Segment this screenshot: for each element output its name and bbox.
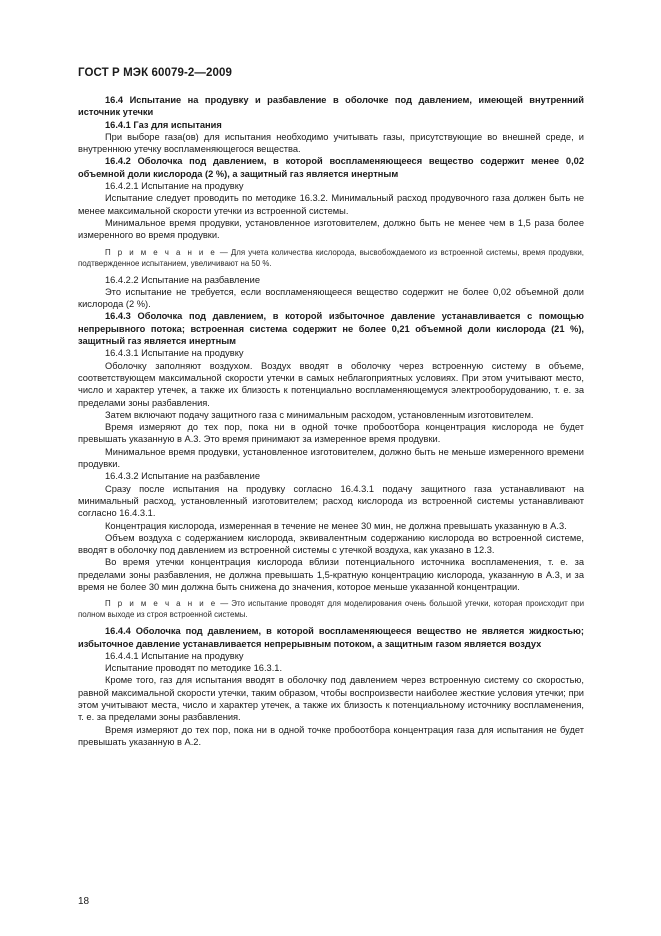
body-paragraph: Затем включают подачу защитного газа с минимальным расходом, установленным изготовителем. <box>105 409 534 420</box>
section-heading: 16.4.2 Оболочка под давлением, в которой воспламеняющееся вещество содержит менее 0,02 объемной доли кислорода (2 %), а защитный газ является инертным <box>78 156 584 179</box>
note-text: — Для учета количества кислорода, высвобождаемого из встроенной системы, время продувки, подтвержденное испытанием, увеличивают на 50 %. <box>78 247 584 268</box>
body-paragraph: Время измеряют до тех пор, пока ни в одной точке пробоотбора концентрация газа для испытания не будет превышать указанную в А.2. <box>78 724 584 747</box>
note-paragraph <box>78 598 584 620</box>
body-paragraph: Оболочку заполняют воздухом. Воздух вводят в оболочку через встроенную систему в объеме, соответствующем максимальной скорости утечки в самых неблагоприятных условиях. При этом учитывают место, число и характер утечек, а также их близость к потенциально воспламеняющемуся электрооборудованию, т. е. за пределами зоны разбавления. <box>78 360 584 408</box>
note-text: — Это испытание проводят для моделирования очень большой утечки, которая происходит при полном выходе из строя встроенной системы. <box>78 599 584 620</box>
body-paragraph: Испытание проводят по методике 16.3.1. <box>105 663 283 674</box>
body-paragraph: Время измеряют до тех пор, пока ни в одной точке пробоотбора концентрация кислорода не будет превышать указанную в А.3. Это время принимают за измеренное время продувки. <box>78 422 584 445</box>
section-heading: 16.4.3 Оболочка под давлением, в которой избыточное давление устанавливается с помощью непрерывного потока; встроенная система содержит не более 0,21 объемной доли кислорода (21 %), защитный газ является инертным <box>78 311 584 347</box>
body-paragraph: Минимальное время продувки, установленное изготовителем, должно быть не меньше измеренного времени продувки. <box>78 446 584 470</box>
subsection-heading: 16.4.4.1 Испытание на продувку <box>105 650 244 661</box>
section-heading: 16.4.1 Газ для испытания <box>105 119 222 130</box>
document-header: ГОСТ Р МЭК 60079-2—2009 <box>78 67 232 79</box>
body-paragraph: Концентрация кислорода, измеренная в течение не менее 30 мин, не должна превышать указанную в А.3. <box>105 520 567 531</box>
subsection-heading: 16.4.2.2 Испытание на разбавление <box>105 274 261 285</box>
note-label: П р и м е ч а н и е <box>105 599 218 609</box>
body-paragraph: Во время утечки концентрация кислорода вблизи потенциального источника воспламенения, т. е. за пределами зоны разбавления, не должна превышать 1,5-кратную концентрацию кислорода, указанную в А.3, и за время не более 30 мин должна быть снижена до значения, которое меньше указанной концентрации. <box>78 557 584 592</box>
subsection-heading: 16.4.3.2 Испытание на разбавление <box>105 471 261 482</box>
note-paragraph <box>78 247 584 269</box>
body-paragraph: Испытание следует проводить по методике 16.3.2. Минимальный расход продувочного газа должен быть не менее максимальной скорости утечки из встроенной системы. <box>78 193 584 216</box>
subsection-heading: 16.4.2.1 Испытание на продувку <box>105 181 244 192</box>
body-paragraph: Это испытание не требуется, если воспламеняющееся вещество содержит не более 0,02 объемной доли кислорода (2 %). <box>78 286 584 310</box>
body-paragraph: Кроме того, газ для испытания вводят в оболочку под давлением через встроенную систему со скоростью, равной максимальной скорости утечки, таким образом, чтобы воспроизвести наиболее жесткие условия утечки; при этом учитывают места, число и характер утечек, а также их близость к потенциальному источнику воспламенения, т. е. за пределами зоны разбавления. <box>78 675 584 723</box>
page-number: 18 <box>78 896 90 907</box>
body-paragraph: Сразу после испытания на продувку согласно 16.4.3.1 подачу защитного газа устанавливают на минимальный расход, установленный изготовителем; расход кислорода из встроенной системы устанавливают согласно 16.4.3.1. <box>78 483 584 519</box>
body-paragraph: Минимальное время продувки, установленное изготовителем, должно быть не менее чем в 1,5 раза более измеренного во время продувки. <box>78 217 584 241</box>
body-paragraph: При выборе газа(ов) для испытания необходимо учитывать газы, присутствующие во внешней среде, и внутреннюю утечку воспламеняющегося вещества. <box>78 131 584 155</box>
document-body <box>78 94 584 748</box>
body-paragraph: Объем воздуха с содержанием кислорода, эквивалентным содержанию кислорода во встроенной системе, вводят в оболочку под давлением из встроенной системы с утечкой воздуха, как указано в 12.3. <box>78 532 584 556</box>
section-heading: 16.4 Испытание на продувку и разбавление в оболочке под давлением, имеющей внутренний источник утечки <box>78 95 584 118</box>
section-heading: 16.4.4 Оболочка под давлением, в которой воспламеняющееся вещество не является жидкостью; избыточное давление устанавливается непрерывным потоком, а защитным газом является воздух <box>78 626 584 649</box>
note-label: П р и м е ч а н и е <box>105 247 217 257</box>
subsection-heading: 16.4.3.1 Испытание на продувку <box>105 348 244 359</box>
